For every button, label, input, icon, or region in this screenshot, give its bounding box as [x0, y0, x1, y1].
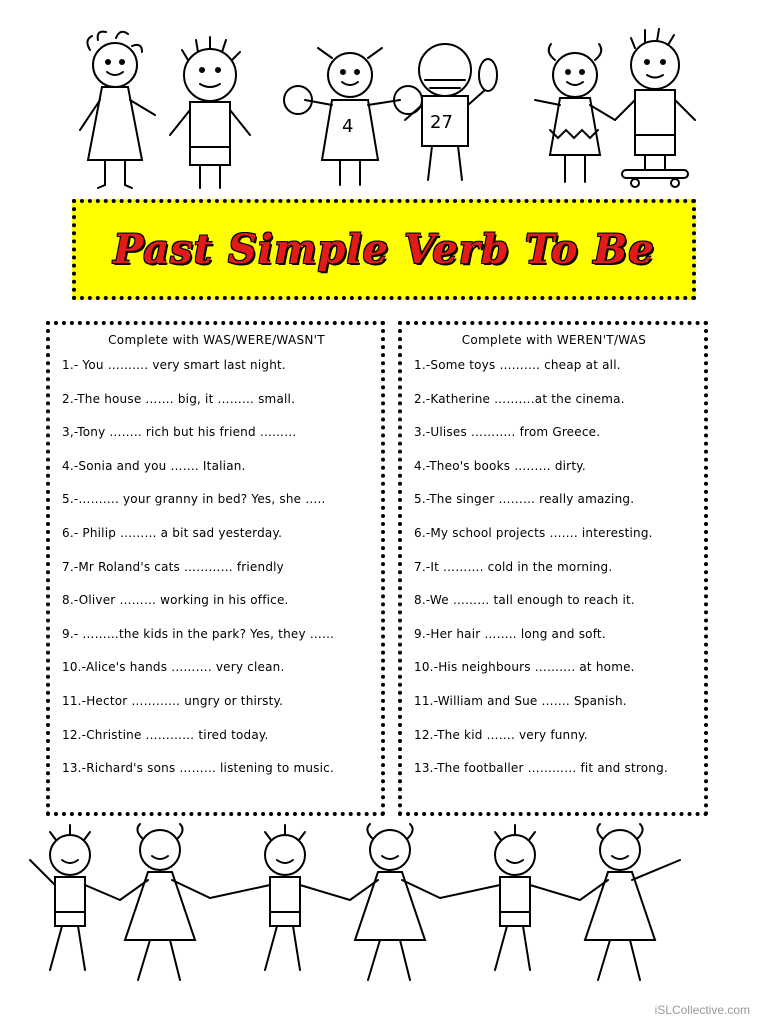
- exercise-item: 12.-The kid ……. very funny.: [414, 727, 588, 742]
- exercise-list: [62, 357, 371, 794]
- exercise-item: 2.-Katherine ……….at the cinema.: [414, 391, 625, 406]
- exercise-panel-right: [398, 321, 708, 816]
- exercise-item: 6.- Philip ……… a bit sad yesterday.: [62, 525, 283, 540]
- exercise-item: 9.- ………the kids in the park? Yes, they ……: [62, 626, 335, 641]
- child-figure: [210, 825, 350, 970]
- exercise-item: 11.-William and Sue ……. Spanish.: [414, 693, 627, 708]
- child-figure: [580, 824, 680, 980]
- page-title: Past Simple Verb To Be: [113, 226, 655, 273]
- exercise-item: 5.-………. your granny in bed? Yes, she …..: [62, 492, 326, 507]
- exercise-item: 3,-Tony …….. rich but his friend ………: [62, 425, 297, 440]
- child-figure: [170, 37, 250, 188]
- exercise-item: 1.- You ………. very smart last night.: [62, 358, 286, 372]
- exercise-item: 1.-Some toys ………. cheap at all.: [414, 358, 621, 372]
- children-illustration-bottom: [20, 820, 730, 990]
- exercise-item: 6.-My school projects ……. interesting.: [414, 525, 653, 540]
- child-figure: [120, 824, 210, 980]
- svg-text:4: 4: [342, 116, 354, 137]
- exercise-item: 3.-Ulises ……….. from Greece.: [414, 425, 601, 440]
- child-figure: [284, 48, 422, 185]
- watermark: iSLCollective.com: [654, 1003, 750, 1017]
- exercise-item: 9.-Her hair …….. long and soft.: [414, 626, 606, 641]
- child-figure: [80, 32, 155, 188]
- exercise-item: 8.-Oliver ……… working in his office.: [62, 593, 289, 608]
- child-figure: [440, 825, 580, 970]
- child-figure: [30, 825, 120, 970]
- exercise-item: 12.-Christine ………… tired today.: [62, 727, 269, 742]
- child-figure: [350, 824, 440, 980]
- exercise-item: 13.-Richard's sons ……… listening to music.: [62, 761, 334, 776]
- exercise-item: 8.-We ……… tall enough to reach it.: [414, 593, 635, 608]
- exercise-item: 11.-Hector ………… ungry or thirsty.: [62, 693, 284, 708]
- panel-heading: Complete with WEREN'T/WAS: [461, 333, 647, 347]
- child-figure: [615, 29, 695, 187]
- exercise-item: 4.-Sonia and you ……. Italian.: [62, 458, 246, 473]
- exercise-item: 10.-His neighbours ………. at home.: [414, 660, 635, 675]
- exercise-item: 4.-Theo's books ……… dirty.: [414, 458, 586, 473]
- exercise-item: 10.-Alice's hands ………. very clean.: [62, 660, 285, 675]
- exercise-item: 13.-The footballer ………… fit and strong.: [414, 761, 668, 776]
- exercise-item: 7.-It ………. cold in the morning.: [414, 559, 613, 574]
- child-figure: [405, 44, 497, 180]
- exercise-list: [414, 357, 694, 776]
- svg-text:27: 27: [430, 112, 453, 133]
- exercise-panel-left: [46, 321, 385, 816]
- exercise-item: 2.-The house ……. big, it ……… small.: [62, 391, 296, 406]
- exercise-item: 5.-The singer ……… really amazing.: [414, 492, 635, 507]
- children-illustration-top: [60, 20, 710, 200]
- child-figure: [535, 44, 615, 182]
- panel-heading: Complete with WAS/WERE/WASN'T: [108, 333, 325, 347]
- exercise-item: 7.-Mr Roland's cats ………… friendly: [62, 559, 284, 574]
- title-banner: [72, 199, 696, 300]
